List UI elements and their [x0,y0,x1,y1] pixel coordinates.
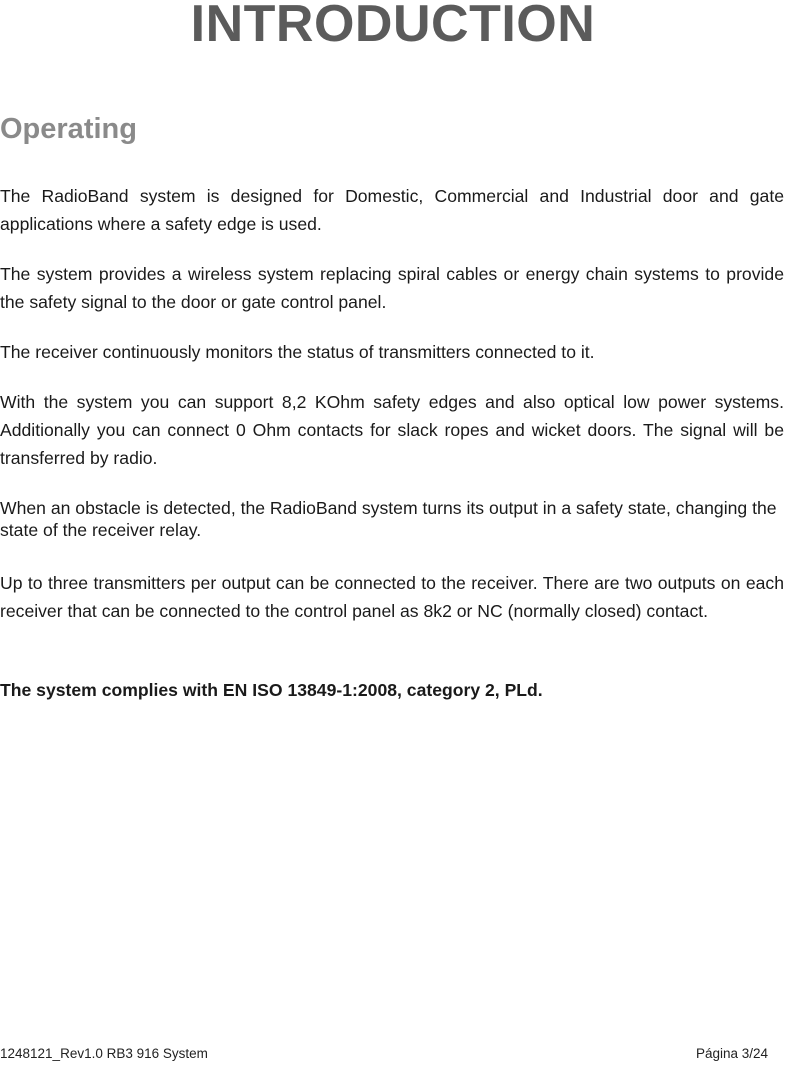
paragraph-transmitters-outputs: Up to three transmitters per output can be connected to the receiver. There are two outputs on each receiver that can be connected to the control panel as 8k2 or NC (normally closed) contact. [0,573,784,621]
footer-document-id: 1248121_Rev1.0 RB3 916 System [0,1046,208,1061]
paragraph-wireless-system: The system provides a wireless system replacing spiral cables or energy chain systems to provide the safety signal to the door or gate control panel. [0,264,784,312]
footer-page-number: Página 3/24 [695,1046,768,1061]
paragraph-receiver-monitoring: The receiver continuously monitors the status of transmitters connected to it. [0,342,595,362]
paragraph-applications: The RadioBand system is designed for Domestic, Commercial and Industrial door and gate applications where a safety edge is used. [0,186,784,234]
compliance-statement: The system complies with EN ISO 13849-1:2008, category 2, PLd. [0,680,543,700]
section-heading: Operating [0,113,137,145]
page-title: INTRODUCTION [190,0,596,53]
paragraph-supported-edges: With the system you can support 8,2 KOhm safety edges and also optical low power systems. Additionally you can connect 0 Ohm contacts for slack ropes and wicket doors. The signal will be transferred by radio. [0,392,784,468]
paragraph-obstacle-detection: When an obstacle is detected, the RadioBand system turns its output in a safety state, changing the state of the receiver relay. [0,498,777,540]
